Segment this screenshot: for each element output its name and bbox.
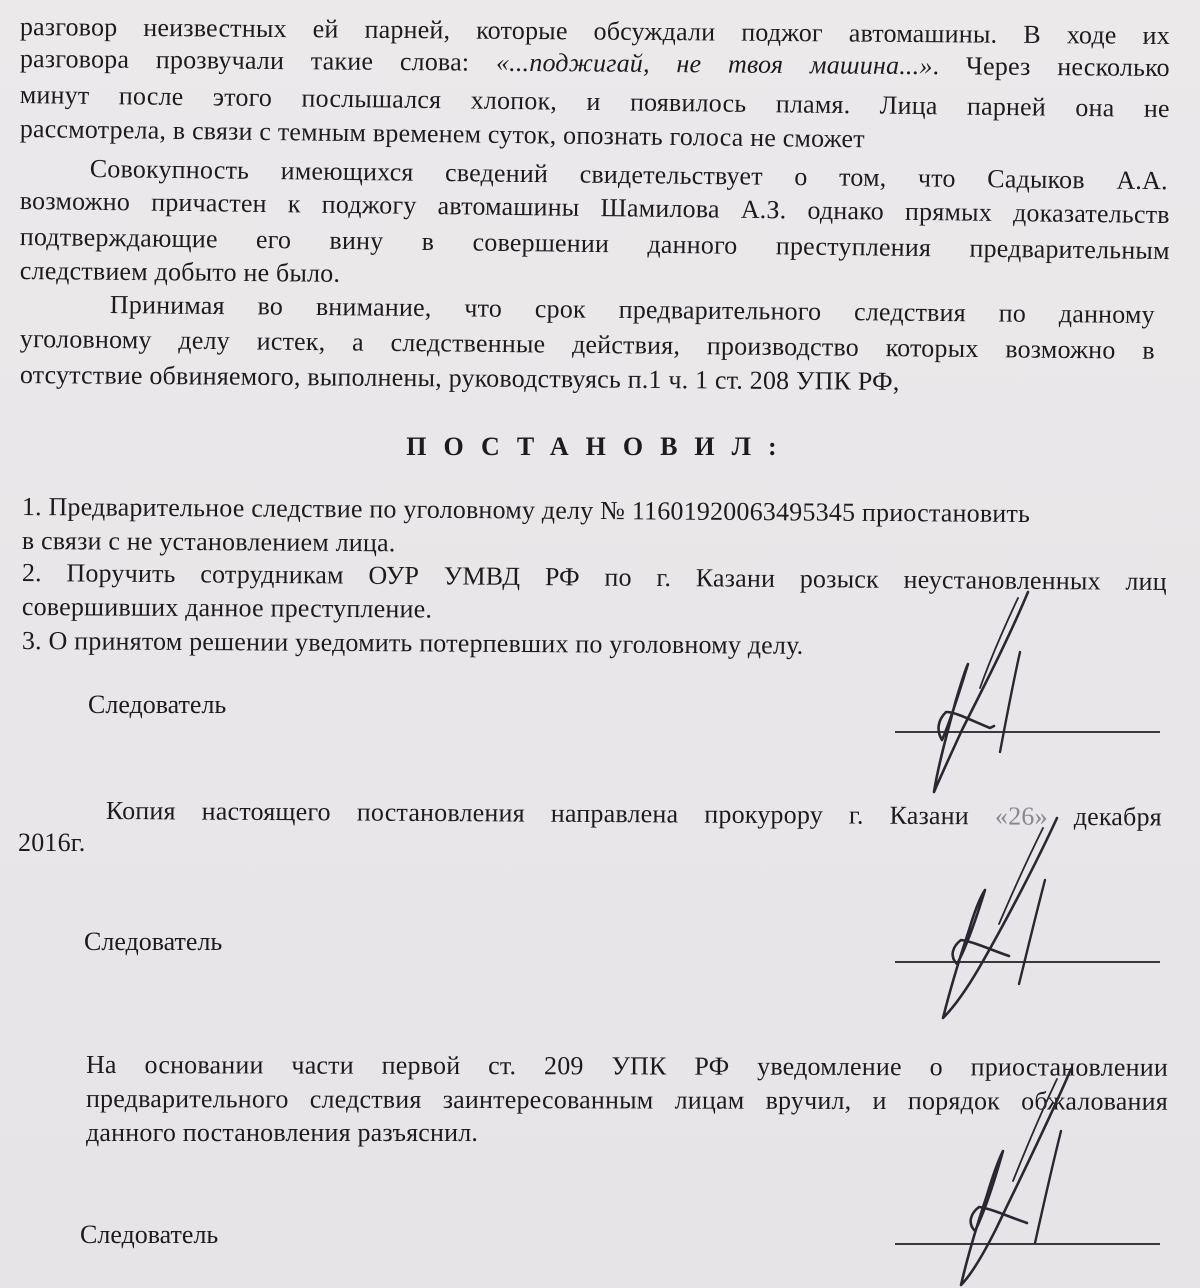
- decision-1-line-2: в связи с не установлением лица.: [21, 526, 396, 558]
- copy-notice-date: «26»: [994, 801, 1048, 831]
- decision-3: 3. О принятом решении уведомить потерпевших по уголовному делу.: [21, 626, 804, 660]
- intro-line-2-suffix: . Через несколько: [932, 51, 1170, 83]
- investigator-signature-3: [905, 1055, 1085, 1288]
- decision-1-line-1: 1. Предварительное следствие по уголовному делу № 11601920063495345 приостановить: [21, 492, 1031, 529]
- intro-line-4: рассмотрела, в связи с темным временем суток, опознать голоса не сможет: [19, 114, 865, 154]
- decision-2-line-1: 2. Поручить сотрудникам ОУР УМВД РФ по г. Казани розыск неустановленных лиц: [21, 558, 1167, 596]
- notification-line-3: данного постановления разъяснил.: [86, 1118, 479, 1147]
- quoted-phrase: «...поджигай, не твоя машина...»: [495, 47, 933, 81]
- investigator-label-2: Следователь: [84, 927, 223, 956]
- decree-heading: ПОСТАНОВИЛ:: [406, 432, 794, 461]
- evidence-line-1: Совокупность имеющихся сведений свидетельствует о том, что Садыков А.А.: [89, 154, 1168, 196]
- term-line-1: Принимая во внимание, что срок предварительного следствия по данному: [109, 290, 1155, 330]
- evidence-line-3: подтверждающие его вину в совершении данного преступления предварительным: [19, 222, 1170, 266]
- notification-line-2: предварительного следствия заинтересованным лицам вручил, и порядок обжалования: [85, 1084, 1168, 1116]
- notification-line-1: На основании части первой ст. 209 УПК РФ уведомление о приостановлении: [85, 1050, 1168, 1082]
- investigator-signature-2: [895, 800, 1075, 1030]
- copy-notice-month: декабря: [1047, 801, 1162, 832]
- intro-line-2: [20, 44, 1170, 83]
- evidence-line-4: следствием добыто не было.: [19, 256, 341, 288]
- term-line-2: уголовному делу истек, а следственные действия, производство которых возможно в: [19, 324, 1155, 365]
- decision-2-line-2: совершивших данное преступление.: [21, 592, 433, 624]
- term-line-3: отсутствие обвиняемого, выполнены, руководствуясь п.1 ч. 1 ст. 208 УПК РФ,: [19, 360, 900, 396]
- investigator-signature-1: [890, 580, 1050, 810]
- intro-line-1: разговор неизвестных ей парней, которые обсуждали поджог автомашины. В ходе их: [19, 12, 1170, 51]
- investigator-label-1: Следователь: [88, 690, 227, 719]
- intro-line-2-prefix: разговора прозвучали такие слова:: [19, 44, 497, 77]
- investigator-label-3: Следователь: [80, 1220, 219, 1249]
- copy-notice-line-2: 2016г.: [18, 828, 86, 857]
- intro-line-3: минут после этого послышался хлопок, и появилось пламя. Лица парней она не: [19, 80, 1170, 124]
- copy-notice-main: Копия настоящего постановления направлена прокурору г. Казани: [105, 796, 996, 831]
- evidence-line-2: возможно причастен к поджогу автомашины Шамилова А.З. однако прямых доказательств: [19, 186, 1170, 230]
